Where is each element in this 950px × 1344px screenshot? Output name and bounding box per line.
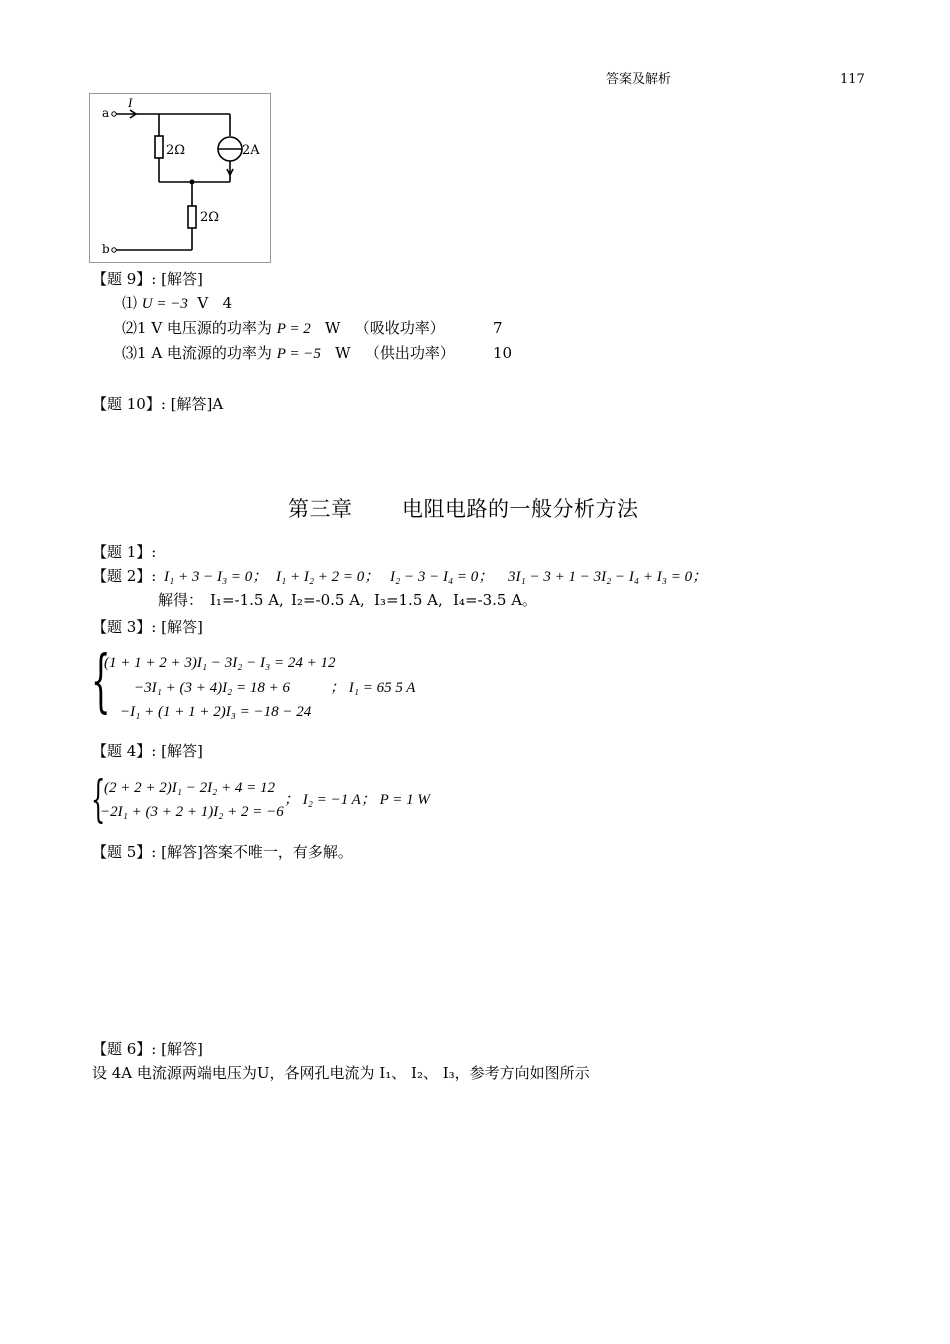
q3-row-3: −I₁ + (1 + 1 + 2)I₃ = −18 − 24 bbox=[120, 704, 312, 720]
chapter-number: 第三章 bbox=[288, 497, 353, 521]
q9-line-2 bbox=[122, 321, 445, 337]
q2-eq-1: I₁ + 3 − I₃ = 0； bbox=[164, 569, 268, 585]
q2-eq-4: 3I₁ − 3 + 1 − 3I₂ − I₄ + I₃ = 0； bbox=[508, 569, 708, 585]
q4-heading: 【题 4】: [解答] bbox=[92, 742, 203, 760]
q2-solution-4: I₄=-3.5 A。 bbox=[453, 591, 538, 609]
q2-eq-2: I₁ + I₂ + 2 = 0； bbox=[276, 569, 380, 585]
q9-l2-text: 1 V 电压源的功率为 bbox=[137, 319, 272, 337]
q3-result: ； I₁ = 65 5 A bbox=[330, 680, 416, 696]
q9-l2-math: P = 2 bbox=[276, 321, 311, 337]
q2-solution-3: I₃=1.5 A, bbox=[374, 591, 443, 609]
running-header: 答案及解析 bbox=[606, 72, 672, 87]
q9-l2-note: （吸收功率） bbox=[354, 319, 445, 337]
q3-brace: { bbox=[91, 642, 111, 721]
q9-l3-num: ⑶ bbox=[122, 344, 138, 362]
q9-l1-unit: V bbox=[197, 294, 209, 312]
q3-row-2: −3I₁ + (3 + 4)I₂ = 18 + 6 bbox=[134, 680, 291, 696]
q10-heading: 【题 10】: [解答]A bbox=[92, 395, 224, 413]
q9-l2-num: ⑵ bbox=[122, 319, 138, 337]
q6-heading: 【题 6】: [解答] bbox=[92, 1040, 203, 1058]
terminal-b-label: b bbox=[102, 242, 110, 256]
q6-text: 设 4A 电流源两端电压为U，各网孔电流为 I₁、 I₂、 I₃，参考方向如图所示 bbox=[92, 1064, 590, 1082]
chapter-title: 电阻电路的一般分析方法 bbox=[402, 497, 639, 521]
q4-row-1: (2 + 2 + 2)I₁ − 2I₂ + 4 = 12 bbox=[104, 780, 276, 796]
q9-l3-text: 1 A 电流源的功率为 bbox=[137, 344, 272, 362]
q9-l3-math: P = −5 bbox=[276, 346, 321, 362]
q3-row-1: (1 + 1 + 2 + 3)I₁ − 3I₂ − I₃ = 24 + 12 bbox=[104, 655, 336, 671]
q2-eq-3: I₂ − 3 − I₄ = 0； bbox=[390, 569, 494, 585]
circuit-figure bbox=[89, 93, 271, 263]
q4-row-2: −2I₁ + (3 + 2 + 1)I₂ + 2 = −6 bbox=[100, 804, 284, 820]
page-number: 117 bbox=[840, 72, 865, 87]
q9-l3-note: （供出功率） bbox=[364, 344, 455, 362]
q2-solution-1: I₁=-1.5 A, bbox=[210, 591, 284, 609]
q9-l1-math: U = −3 bbox=[141, 296, 188, 312]
q9-l1-score: 4 bbox=[222, 294, 233, 312]
current-label: I bbox=[128, 95, 133, 110]
q2-heading: 【题 2】: bbox=[92, 567, 157, 585]
q1-heading: 【题 1】: bbox=[92, 543, 157, 561]
q9-line-1 bbox=[122, 296, 232, 312]
q5-heading: 【题 5】: [解答]答案不唯一，有多解。 bbox=[92, 843, 353, 861]
terminal-a-label: a bbox=[102, 106, 110, 120]
q2-solve-label: 解得： bbox=[158, 591, 204, 609]
q4-brace: { bbox=[91, 770, 106, 828]
q2-solution-2: I₂=-0.5 A, bbox=[291, 591, 365, 609]
q9-heading: 【题 9】: [解答] bbox=[92, 270, 203, 288]
q9-l3-unit: W bbox=[335, 344, 351, 362]
q3-heading: 【题 3】: [解答] bbox=[92, 618, 203, 636]
current-source-label: 2A bbox=[242, 143, 260, 158]
q9-l2-score: 7 bbox=[493, 319, 503, 337]
q4-result: ； I₂ = −1 A； P = 1 W bbox=[284, 792, 430, 808]
resistor-1-label: 2Ω bbox=[166, 143, 186, 158]
resistor-2-label: 2Ω bbox=[200, 210, 220, 225]
q9-line-3 bbox=[122, 346, 455, 362]
q9-l2-unit: W bbox=[325, 319, 341, 337]
q9-l3-score: 10 bbox=[493, 344, 513, 362]
circuit-diagram bbox=[90, 94, 270, 262]
q9-l1-num: ⑴ bbox=[122, 294, 138, 312]
